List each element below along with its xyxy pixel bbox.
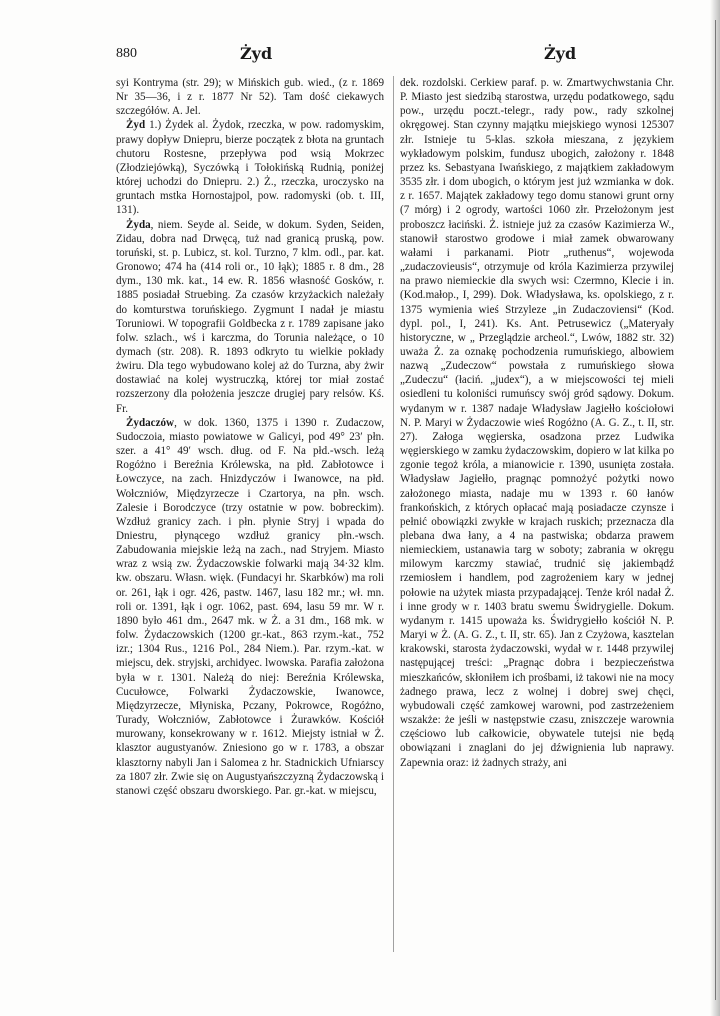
entry-text: 1.) Żydek al. Żydok, rzeczka, w pow. radomyskim, prawy dopływ Dniepru, bierze początek z błota na gruntach chutoru Rostesne, przepływa pod wsią Mokrzec (Złodziejówką), Syczówką i Tołokińską Rudnią, poniżej której uchodzi do Dniepru. 2.) Ż., rzeczka, uroczysko na gruntach mstka Hornostajpol, pow. radomyski (ob. t. III, 131). bbox=[116, 119, 384, 217]
entry-headword: Żydaczów bbox=[126, 416, 175, 429]
page-edge-shadow bbox=[710, 0, 720, 1016]
entry-text: dek. rozdolski. Cerkiew paraf. p. w. Zmartwychwstania Chr. P. Miasto jest siedzibą starostwa, urzędu podatkowego, sądu pow., urzędu poczt.-telegr., rady pow., rady szkolnej okręgowej. Stan czynny majątku miejskiego wynosi 125307 złr. Istnieje tu 5-klas. szkoła mieszana, z językiem wykładowym polskim, fundusz ubogich, założony r. 1848 przez ks. Sebastyana Iwańskiego, z majątkiem zakładowym 3535 złr. i dom ubogich, o którym jest już wzmianka w dok. z r. 1657. Majątek zakładowy tego domu stanowi grunt orny (7 mórg) i 2 ogrody, wartości 1060 złr. Przełożonym jest proboszcz łaciński. Ż. istnieje już za czasów Kazimierza W., stanowił starostwo grodowe i miał zamek obwarowany wałami i parkanami. Piotr „ruthenus“, wojewoda „zudaczovieusis“, otrzymuje od króla Kazimierza przywilej na prawo niemieckie dla swych wsi: Czermno, Klecie i in. (Kod.małop., I, 299). Dok. Władysława, ks. opolskiego, z r. 1375 wymienia wieś Strzyleze „in Zudaczoviensi“ (Kod. dypl. pol., I, 241). Ks. Ant. Petrusewicz („Materyały historyczne, w „ Przeglądzie archeol.“, Lwów, 1882 str. 32) uważa Ż. za oznakę pochodzenia rumuńskiego, albowiem nazwą „Zudeczow“ powstała z rumuńskiego słowa „Zudeczu“ (łaciń. „judex“), a w miejscowości tej mieli osiedleni tu koloniści rumuńscy swój gród sądowy. Dokum. wydanym w r. 1387 nadaje Władysław Jagiełło kościołowi N. P. Maryi w Żydaczowie wieś Rogóżno (A. G. Z., t. II, str. 27). Załoga węgierska, osadzona przez Ludwika węgierskiego w zamku żydaczowskim, dopiero w lat kilka po zgonie tegoż króla, a mianowicie r. 1390, usunięta została. Władysław Jagiełło, pragnąc pomnożyć pożytki nowo założonego miasta, nadaje mu w 1393 r. 60 łanów frankońskich, z których opłacać mają posiadacze czynsze i pełnić obowiązki zwykłe w krajach ruskich; przeznacza dla plebana dwa łany, a 4 na pastwiska; obdarza prawem niemieckiem, ustanawia targ w soboty; zabrania w okręgu milowym karczmy stawiać, trudnić się jakiembądź rzemiosłem i handlem, pod zagrożeniem kary w jednej połowie na użytek miasta przypadającej. Tenże król nadał Ż. i inne grody w r. 1403 bratu swemu Świdrygielle. Dokum. wydanym r. 1415 upoważa ks. Świdrygiełło kościół N. P. Maryi w Ż. (A. G. Z., t. II, str. 65). Jan z Czyżowa, kasztelan krakowski, starosta żydaczowski, wydał w r. 1448 przywilej następującej treści: „Pragnąc dobra i bezpieczeństwa mieszkańców, skłoniłem ich prośbami, iż takowi nie na mocy żadnego prawa, lecz z wolnej i dobrej swej chęci, wybudowali część zamkowej warowni, pod zastrzeżeniem wszakże: że jeśli w następstwie czasu, zniszczeje warownia częściowo lub całkowicie, obywatele tutejsi nie będą obowiązani i znaglani do jej dźwignienia lub naprawy. Zapewnia oraz: iż żadnych straży, ani bbox=[400, 77, 674, 769]
right-column bbox=[400, 76, 674, 956]
entry-paragraph bbox=[116, 118, 384, 217]
entry-paragraph bbox=[116, 218, 384, 416]
page-header bbox=[116, 44, 672, 66]
running-head-right: Żyd bbox=[544, 44, 577, 63]
page-number: 880 bbox=[116, 46, 137, 61]
entry-headword: Żyd bbox=[126, 119, 146, 132]
entry-paragraph bbox=[400, 76, 674, 770]
entry-paragraph bbox=[116, 76, 384, 118]
left-column bbox=[116, 76, 384, 956]
column-divider bbox=[393, 76, 394, 952]
entry-headword: Żyda bbox=[126, 218, 151, 231]
text-columns bbox=[116, 76, 676, 956]
running-head-left: Żyd bbox=[240, 44, 273, 63]
entry-paragraph bbox=[116, 416, 384, 798]
entry-text: , w dok. 1360, 1375 i 1390 r. Zudaczow, Sudoczoia, miasto powiatowe w Galicyi, pod 49° 23′ płn. szer. a 41° 49′ wsch. dług. od F. Na płd.-wsch. leżą Rogóżno i Bereźnia Królewska, na płd. Zabłotowce i Łowczyce, na zach. Hnizdyczów i Iwanowce, na płd. Wołczniów, Międzyrzecze i Czartorya, na płn. wsch. Zalesie i Borodczyce (trzy ostatnie w pow. bobreckim). Wzdłuż granicy zach. i płn. płynie Stryj i wpada do Dniestru, płynącego wzdłuż granicy płn.-wsch. Zabudowania miejskie leżą na zach., nad Stryjem. Miasto wraz z wsią zw. Żydaczowskie folwarki mają 34·32 klm. kw. obszaru. Własn. więk. (Fundacyi hr. Skarbków) ma roli or. 261, łąk i ogr. 426, pastw. 1467, lasu 182 mr.; wł. mn. roli or. 1391, łąk i ogr. 1062, past. 694, lasu 59 mr. W r. 1890 było 461 dm., 2647 mk. w Ż. a 31 dm., 168 mk. w folw. Żydaczowskich (1200 gr.-kat., 863 rzym.-kat., 752 izr.; 1304 Rus., 1216 Pol., 284 Niem.). Par. rzym.-kat. w miejscu, dek. stryjski, archidyec. lwowska. Parafia założona była w r. 1301. Należą do niej: Bereźnia Królewska, Cucułowce, Folwarki Żydaczowskie, Iwanowce, Międzyrzecze, Młyniska, Pczany, Pokrowce, Rogóżno, Turady, Wołczniów, Zabłotowce i Żurawków. Kościół murowany, konsekrowany w r. 1612. Miejsty istniał w Ż. klasztor augustyanów. Zniesiono go w r. 1783, a obszar klasztorny nabyli Jan i Salomea z hr. Stadnickich Ufniarscy za 1807 złr. Zwie się on Augustyańszczyzną Żydaczowską i stanowi część obszaru dworskiego. Par. gr.-kat. w miejscu, bbox=[116, 416, 384, 797]
entry-text: , niem. Seyde al. Seide, w dokum. Syden, Seiden, Zidau, dobra nad Drwęcą, tuż nad granicą pruską, pow. toruński, st. p. Lubicz, st. kol. Turzno, 7 klm. odl., par. kat. Gronowo; 474 ha (414 roli or., 10 łąk); 1885 r. 8 dm., 28 dym., 130 mk. kat., 14 ew. R. 1856 własność Gosków, r. 1885 posiadał Struebing. Za czasów krzyżackich należały do komturstwa toruńskiego. Zygmunt I nadał je miastu Toruniowi. W topografii Goldbecka z r. 1789 zapisane jako folw. szlach., wś i karczma, do Torunia należące, o 10 dymach (str. 208). R. 1893 odkryto tu wielkie pokłady żwiru. Dla tego wybudowano kolej aż do Turzna, aby żwir dostawiać na kolej wystruczką, której tor miał zostać rozszerzony dla położenia jeszcze drugiej pary relsów. Kś. Fr. bbox=[116, 218, 384, 415]
entry-text: syi Kontryma (str. 29); w Mińskich gub. wied., (z r. 1869 Nr 35—36, i z r. 1877 Nr 52). Tam dość ciekawych szczegółów. A. Jel. bbox=[116, 77, 384, 118]
